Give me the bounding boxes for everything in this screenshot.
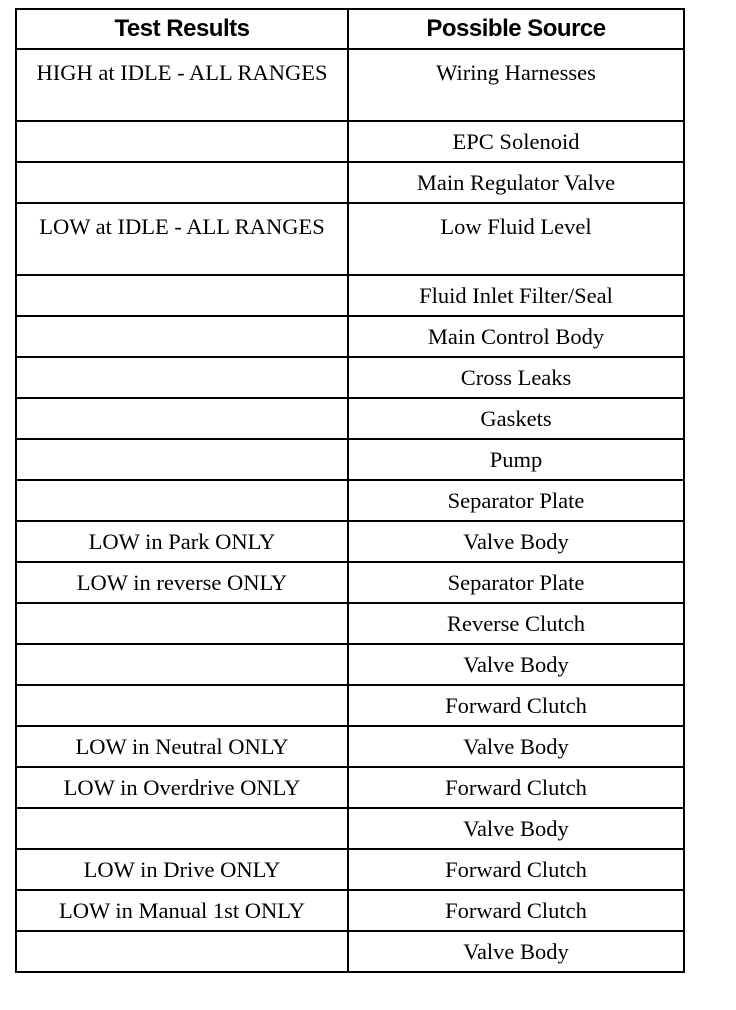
table-row <box>16 808 684 849</box>
test-result-cell: LOW in reverse ONLY <box>16 562 348 603</box>
test-result-cell <box>16 162 348 203</box>
possible-source-cell: Valve Body <box>348 931 684 972</box>
possible-source-cell: Reverse Clutch <box>348 603 684 644</box>
test-result-cell: LOW in Neutral ONLY <box>16 726 348 767</box>
header-row <box>16 9 684 49</box>
test-result-cell: LOW in Drive ONLY <box>16 849 348 890</box>
possible-source-cell: Cross Leaks <box>348 357 684 398</box>
test-result-cell: LOW in Park ONLY <box>16 521 348 562</box>
possible-source-cell: Valve Body <box>348 644 684 685</box>
table-row <box>16 203 684 275</box>
table-row <box>16 316 684 357</box>
possible-source-cell: Valve Body <box>348 808 684 849</box>
test-result-cell <box>16 398 348 439</box>
table-row <box>16 162 684 203</box>
test-result-cell: LOW in Overdrive ONLY <box>16 767 348 808</box>
possible-source-cell: Valve Body <box>348 521 684 562</box>
table-row <box>16 562 684 603</box>
possible-source-cell: Forward Clutch <box>348 890 684 931</box>
test-result-cell <box>16 275 348 316</box>
test-result-cell: HIGH at IDLE - ALL RANGES <box>16 49 348 121</box>
possible-source-cell: Pump <box>348 439 684 480</box>
table-row <box>16 357 684 398</box>
table-row <box>16 439 684 480</box>
possible-source-cell: Fluid Inlet Filter/Seal <box>348 275 684 316</box>
table-row <box>16 121 684 162</box>
possible-source-cell: Main Regulator Valve <box>348 162 684 203</box>
table-row <box>16 849 684 890</box>
possible-source-cell: Forward Clutch <box>348 685 684 726</box>
table-row <box>16 685 684 726</box>
test-result-cell: LOW at IDLE - ALL RANGES <box>16 203 348 275</box>
test-result-cell <box>16 931 348 972</box>
test-result-cell <box>16 603 348 644</box>
table-row <box>16 275 684 316</box>
table-row <box>16 767 684 808</box>
test-result-cell <box>16 121 348 162</box>
table-row <box>16 398 684 439</box>
possible-source-cell: Main Control Body <box>348 316 684 357</box>
test-result-cell <box>16 480 348 521</box>
table-row <box>16 644 684 685</box>
possible-source-cell: Forward Clutch <box>348 767 684 808</box>
possible-source-cell: Gaskets <box>348 398 684 439</box>
test-result-cell <box>16 439 348 480</box>
possible-source-cell: Low Fluid Level <box>348 203 684 275</box>
test-result-cell: LOW in Manual 1st ONLY <box>16 890 348 931</box>
test-result-cell <box>16 357 348 398</box>
possible-source-cell: Wiring Harnesses <box>348 49 684 121</box>
possible-source-cell: Forward Clutch <box>348 849 684 890</box>
test-result-cell <box>16 316 348 357</box>
test-result-cell <box>16 644 348 685</box>
header-test-results: Test Results <box>16 9 348 49</box>
possible-source-cell: Valve Body <box>348 726 684 767</box>
test-result-cell <box>16 685 348 726</box>
table-row <box>16 890 684 931</box>
header-possible-source: Possible Source <box>348 9 684 49</box>
table-row <box>16 726 684 767</box>
possible-source-cell: Separator Plate <box>348 480 684 521</box>
test-result-cell <box>16 808 348 849</box>
table-row <box>16 603 684 644</box>
table-row <box>16 49 684 121</box>
table-row <box>16 521 684 562</box>
possible-source-cell: EPC Solenoid <box>348 121 684 162</box>
diagnosis-table <box>15 8 685 973</box>
possible-source-cell: Separator Plate <box>348 562 684 603</box>
table-row <box>16 931 684 972</box>
table-row <box>16 480 684 521</box>
